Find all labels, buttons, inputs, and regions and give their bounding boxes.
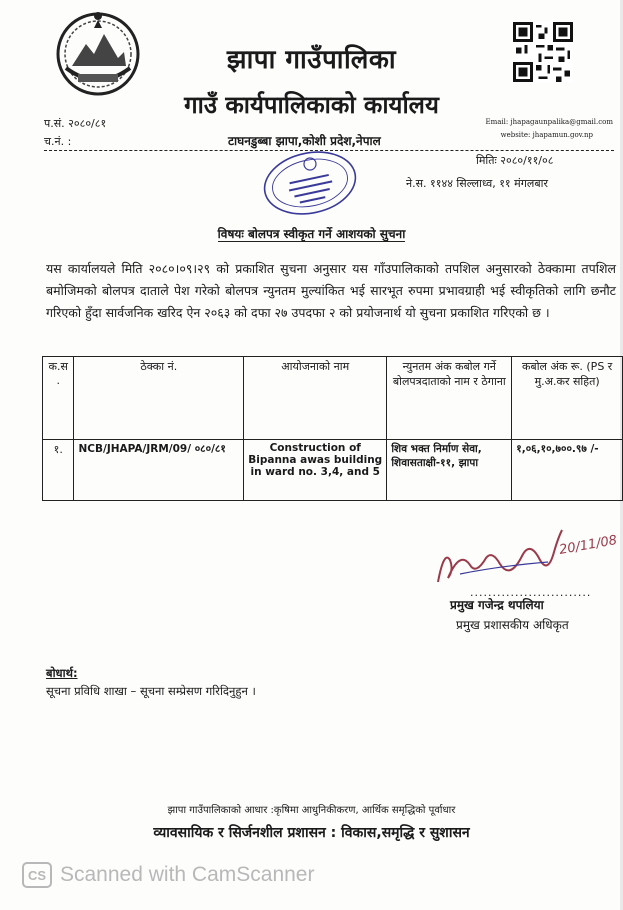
cell-contract-no: NCB/JHAPA/JRM/09/ ०८०/८१	[74, 440, 244, 501]
handwritten-signature	[430, 520, 620, 595]
watermark-text: Scanned with CamScanner	[60, 863, 315, 886]
dispatch-number: च.नं. :	[44, 135, 72, 148]
col-bidder: न्युनतम अंक कबोल गर्ने बोलपत्रदाताको नाम र ठेगाना	[387, 357, 512, 440]
cell-amount: १,०६,१०,७००.९७ /-	[512, 440, 623, 501]
cc-heading: बोधार्थ:	[46, 666, 78, 680]
notice-subject	[0, 225, 623, 242]
signer-title: प्रमुख प्रशासकीय अधिकृत	[456, 618, 569, 632]
footer-motto: झापा गाउँपालिकाको आधार :कृषिमा आधुनिकीकरण, आर्थिक समृद्धिको पूर्वाधार	[167, 805, 456, 816]
nepal-samvat-date: ने.स. ११४४ सिल्लाध्व, ११ मंगलबार	[406, 177, 548, 190]
office-subtitle: गाउँ कार्यपालिकाको कार्यालय	[184, 91, 439, 119]
cell-bidder: शिव भक्त निर्माण सेवा, शिवासताक्षी-११, झापा	[387, 440, 512, 501]
table-header-row	[43, 357, 623, 440]
reference-number: प.सं. २०८०/८१	[44, 117, 107, 130]
cell-project-name: Construction of Bipanna awas building in ward no. 3,4, and 5	[244, 440, 387, 501]
subject-text: विषयः बोलपत्र स्वीकृत गर्ने आशयको सुचना	[217, 227, 406, 241]
signer-name: प्रमुख गजेन्द्र थपलिया	[450, 598, 544, 612]
camscanner-logo-icon: CS	[22, 862, 52, 888]
notice-body: यस कार्यालयले मिति २०८०।०९।२९ को प्रकाशित सुचना अनुसार यस गाँउपालिकाको तपशिल अनुसारको ठेक्कामा तपशिल बमोजिमको बोलपत्र दाताले पेश गरेको बोलपत्र न्युनतम मुल्यांकित भई सारभूत रुपमा प्रभावग्राही भई स्वीकृतिको लागि छनौट गरिएको हुँदा सार्वजनिक खरिद ऐन २०६३ को दफा २७ उपदफा २ को प्रयोजनार्थ यो सुचना प्रकाशित गरिएको छ ।	[46, 261, 616, 320]
email-address: Email: jhapagaunpalika@gmail.com	[485, 118, 613, 126]
website: website: jhapamun.gov.np	[500, 131, 593, 139]
col-amount: कबोल अंक रू. (PS र मु.अ.कर सहित)	[512, 357, 623, 440]
cc-line: सूचना प्रविधि शाखा – सूचना सम्प्रेसण गरिदिनुहुन ।	[46, 684, 256, 698]
col-project-name: आयोजनाको नाम	[244, 357, 387, 440]
office-name: झापा गाउँपालिका	[226, 45, 397, 75]
cell-sn: १.	[43, 440, 74, 501]
office-stamp	[260, 148, 360, 218]
col-contract-no: ठेक्का नं.	[74, 357, 244, 440]
bid-table	[42, 356, 623, 501]
camscanner-watermark	[22, 862, 314, 888]
signature-line: ...........................	[470, 586, 592, 599]
signature-date: 20/11/08	[558, 533, 619, 558]
col-sn: क.स .	[43, 357, 74, 440]
footer-slogan: व्यावसायिक र सिर्जनशील प्रशासन : विकास,समृद्धि र सुशासन	[153, 825, 470, 841]
table-row	[43, 440, 623, 501]
office-address: टाघनडुब्बा झापा,कोशी प्रदेश,नेपाल	[228, 134, 381, 148]
issue-date: मितिः २०८०/११/०८	[476, 154, 554, 167]
